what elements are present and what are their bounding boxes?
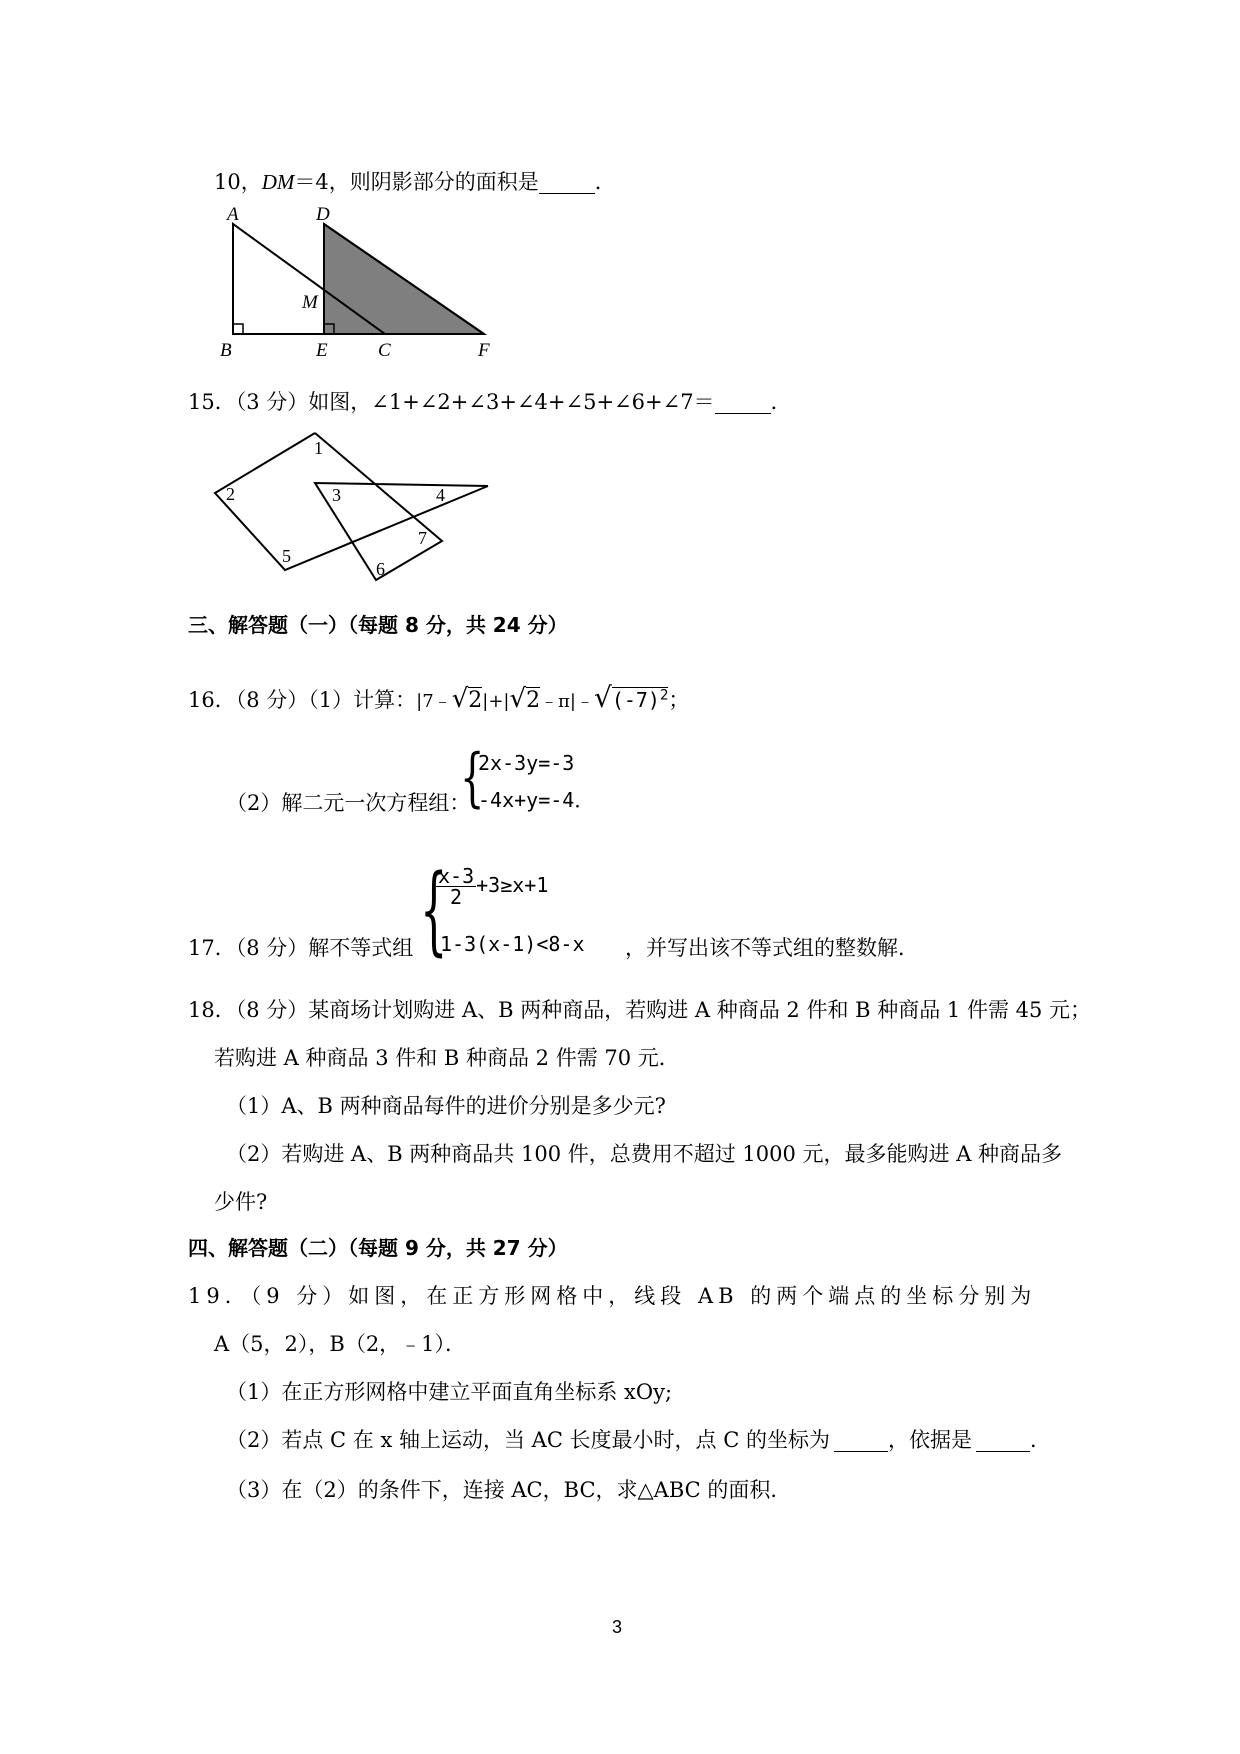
q17-line: 17．（8 分）解不等式组	[188, 936, 414, 960]
inequality-2: 1-3(x-1)<8-x	[440, 932, 585, 956]
q18-part-1: （1）A、B 两种商品每件的进价分别是多少元?	[226, 1094, 666, 1118]
q16-part2-label: （2）解二元一次方程组：	[226, 791, 471, 815]
section-3-title: 三、解答题（一）（每题 8 分，共 24 分）	[188, 613, 568, 637]
fraction: $\frac{x-3}{2}$	[438, 864, 475, 909]
answer-blank-coordinate[interactable]	[834, 1430, 888, 1452]
q19-line-1: 19．（9 分）如图，在正方形网格中，线段 AB 的两个端点的坐标分别为	[188, 1284, 1037, 1308]
sqrt-neg7-squared: $√(-7)^2$	[593, 681, 669, 714]
angle-figure	[210, 428, 500, 588]
equation-2: -4x+y=-4．	[478, 788, 595, 812]
inequality-1: $\frac{x-3}{2}$ +3≥x+1	[438, 864, 549, 909]
q18-line-2: 若购进 A 种商品 3 件和 B 种商品 2 件需 70 元．	[214, 1046, 680, 1070]
q18-line-1: 18．（8 分）某商场计划购进 A、B 两种商品，若购进 A 种商品 2 件和 B 种商品 1 件需 45 元；	[188, 998, 1092, 1022]
right-angle-mark-b	[233, 324, 243, 334]
section-4-title: 四、解答题（二）（每题 9 分，共 27 分）	[188, 1236, 568, 1260]
label-m: M	[302, 292, 318, 313]
answer-blank[interactable]	[715, 392, 771, 414]
q19-part-1: （1）在正方形网格中建立平面直角坐标系 xOy;	[226, 1380, 673, 1404]
answer-blank[interactable]	[539, 172, 595, 194]
sqrt-2-a: √2	[451, 684, 483, 714]
q17-tail: ，并写出该不等式组的整数解．	[625, 936, 919, 960]
page-number: 3	[612, 1617, 623, 1637]
q19-line-2: A（5，2），B（2，﹣1）．	[214, 1332, 467, 1356]
label-d: D	[316, 206, 330, 225]
q18-part-2b: 少件?	[214, 1190, 268, 1214]
angle-label-1: 1	[314, 438, 323, 458]
angle-label-3: 3	[332, 485, 341, 505]
angle-label-4: 4	[436, 485, 445, 505]
label-f: F	[478, 340, 490, 361]
q14-tail-line: 10，DM＝4，则阴影部分的面积是 ．	[214, 170, 616, 194]
label-c: C	[378, 340, 391, 361]
q19-part-2: （2）若点 C 在 x 轴上运动，当 AC 长度最小时，点 C 的坐标为 ，依据是 ．	[226, 1428, 1051, 1452]
sqrt-2-b: √2	[509, 684, 541, 714]
quadrilateral-path	[315, 433, 488, 580]
equation-1: 2x-3y=-3	[478, 751, 575, 775]
q19-part-3: （3）在（2）的条件下，连接 AC，BC，求△ABC 的面积．	[226, 1478, 792, 1502]
q18-part-2a: （2）若购进 A、B 两种商品共 100 件，总费用不超过 1000 元，最多能购进 A 种商品多	[226, 1142, 1063, 1166]
label-a: A	[227, 206, 239, 225]
angle-label-6: 6	[376, 559, 385, 579]
q16-part1: 16．（8 分）（1）计算：$|7﹣√2|+|√2﹣\pi|﹣√(-7)^2$；	[188, 681, 690, 714]
angle-label-7: 7	[418, 528, 427, 548]
abs-expression-a: |7﹣	[416, 691, 452, 712]
triangle-figure	[210, 206, 500, 362]
inequality-system-brace: {	[420, 854, 448, 966]
label-b: B	[220, 340, 232, 361]
label-e: E	[316, 340, 328, 361]
answer-blank-reason[interactable]	[976, 1430, 1030, 1452]
equation-system-brace: {	[460, 741, 485, 815]
angle-label-2: 2	[226, 484, 235, 504]
outer-path	[215, 433, 488, 570]
q15-line: 15．（3 分）如图，∠1+∠2+∠3+∠4+∠5+∠6+∠7＝ ．	[188, 390, 792, 414]
angle-label-5: 5	[282, 546, 291, 566]
